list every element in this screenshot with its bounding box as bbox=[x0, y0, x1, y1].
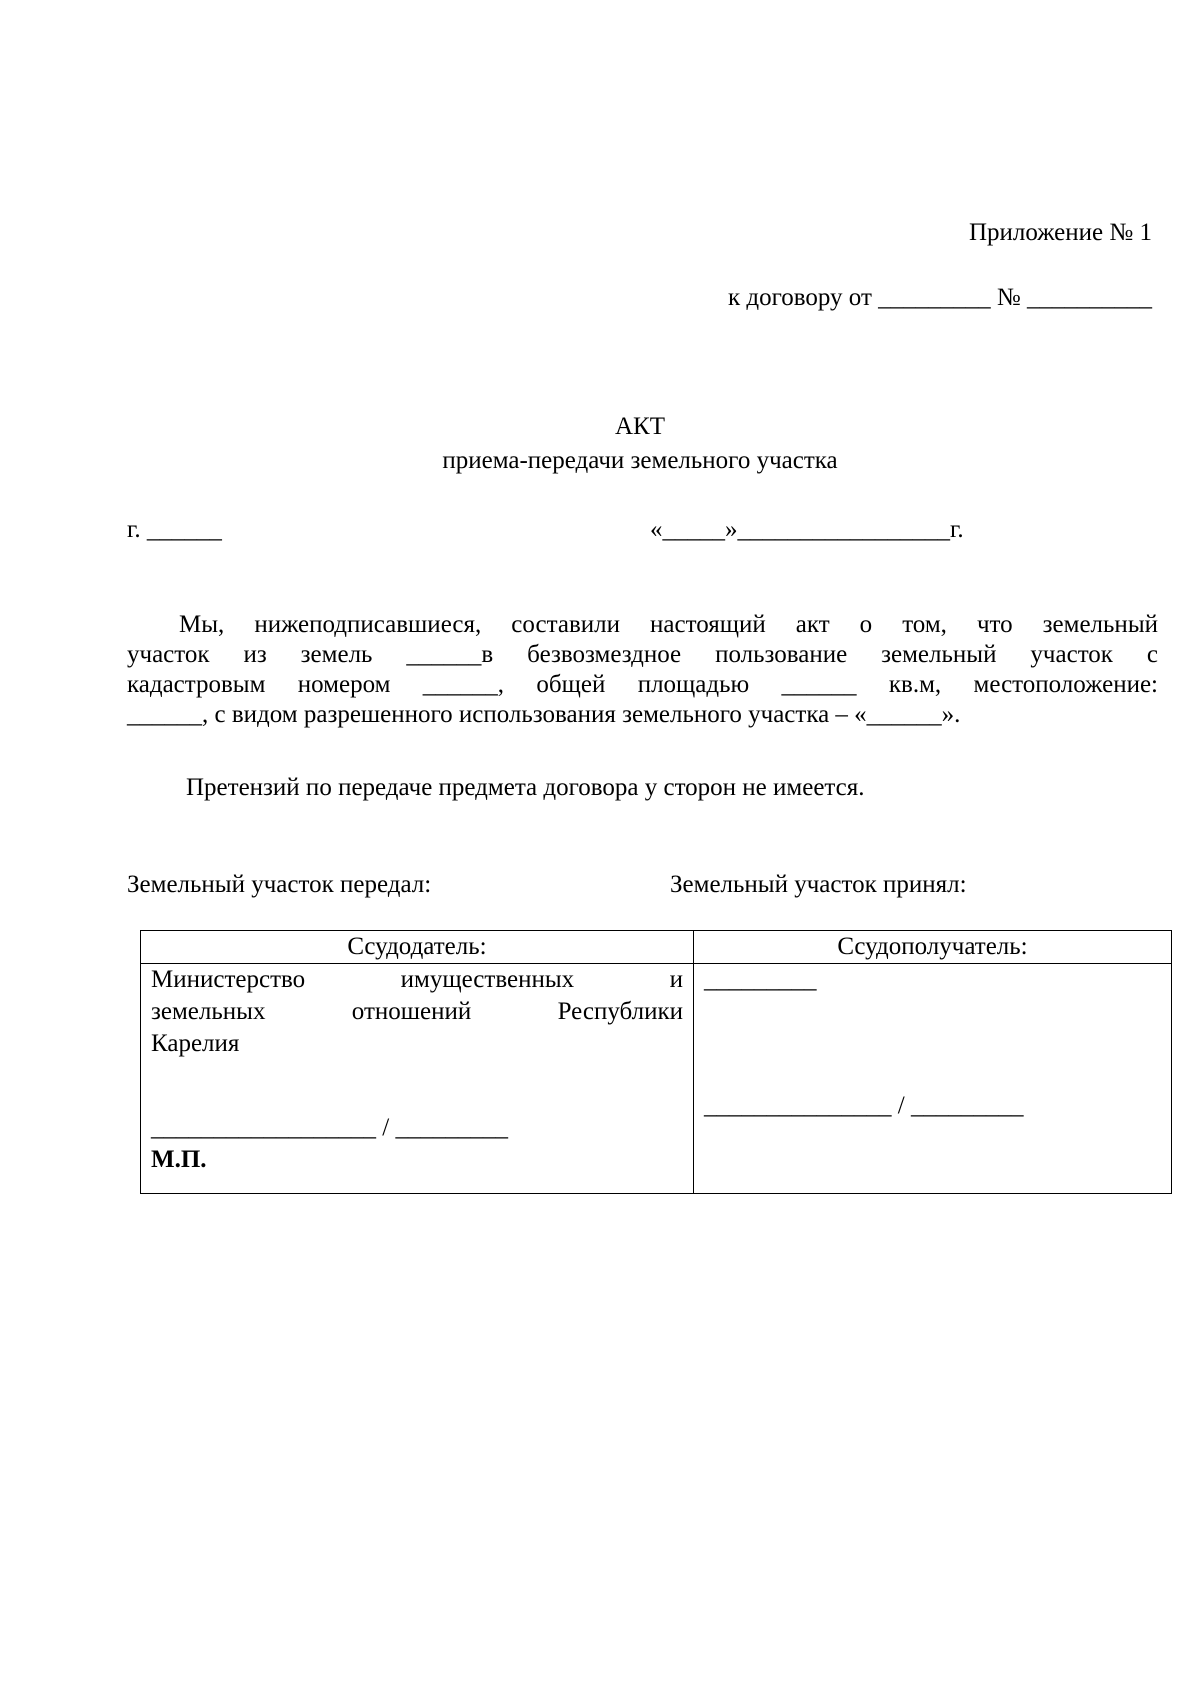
signature-table bbox=[140, 930, 1172, 1194]
transferred-by-label: Земельный участок передал: bbox=[127, 871, 432, 898]
act-subtitle: приема-передачи земельного участка bbox=[442, 447, 838, 474]
claims-statement: Претензий по передаче предмета договора у сторон не имеется. bbox=[186, 774, 865, 801]
received-by-label: Земельный участок принял: bbox=[670, 871, 967, 898]
lender-cell bbox=[141, 964, 694, 1194]
lender-header: Ссудодатель: bbox=[141, 931, 694, 964]
borrower-header: Ссудополучатель: bbox=[694, 931, 1172, 964]
body-line-3: кадастровым номером ______, общей площадью ______ кв.м, местоположение: bbox=[127, 671, 1158, 698]
lender-org-line-3: Карелия bbox=[151, 1030, 240, 1057]
lender-signature-line: __________________ / _________ bbox=[151, 1114, 508, 1141]
borrower-signature-line: _______________ / _________ bbox=[704, 1092, 1024, 1119]
borrower-cell bbox=[694, 964, 1172, 1194]
act-title: АКТ bbox=[615, 413, 665, 440]
date-field: «_____»_________________г. bbox=[650, 516, 964, 543]
body-line-1: Мы, нижеподписавшиеся, составили настоящий акт о том, что земельный bbox=[179, 611, 1158, 638]
city-field: г. ______ bbox=[127, 516, 222, 543]
borrower-name-line: _________ bbox=[704, 966, 817, 993]
lender-org-line-1: Министерство имущественных и bbox=[151, 966, 683, 993]
appendix-label: Приложение № 1 bbox=[968, 219, 1152, 246]
body-line-2: участок из земель ______в безвозмездное пользование земельный участок с bbox=[127, 641, 1158, 668]
lender-org-line-2: земельных отношений Республики bbox=[151, 998, 683, 1025]
contract-reference: к договору от _________ № __________ bbox=[728, 284, 1152, 311]
body-paragraph bbox=[127, 610, 1158, 730]
body-line-4: ______, с видом разрешенного использования земельного участка – «______». bbox=[127, 701, 961, 728]
stamp-label: М.П. bbox=[151, 1146, 207, 1173]
